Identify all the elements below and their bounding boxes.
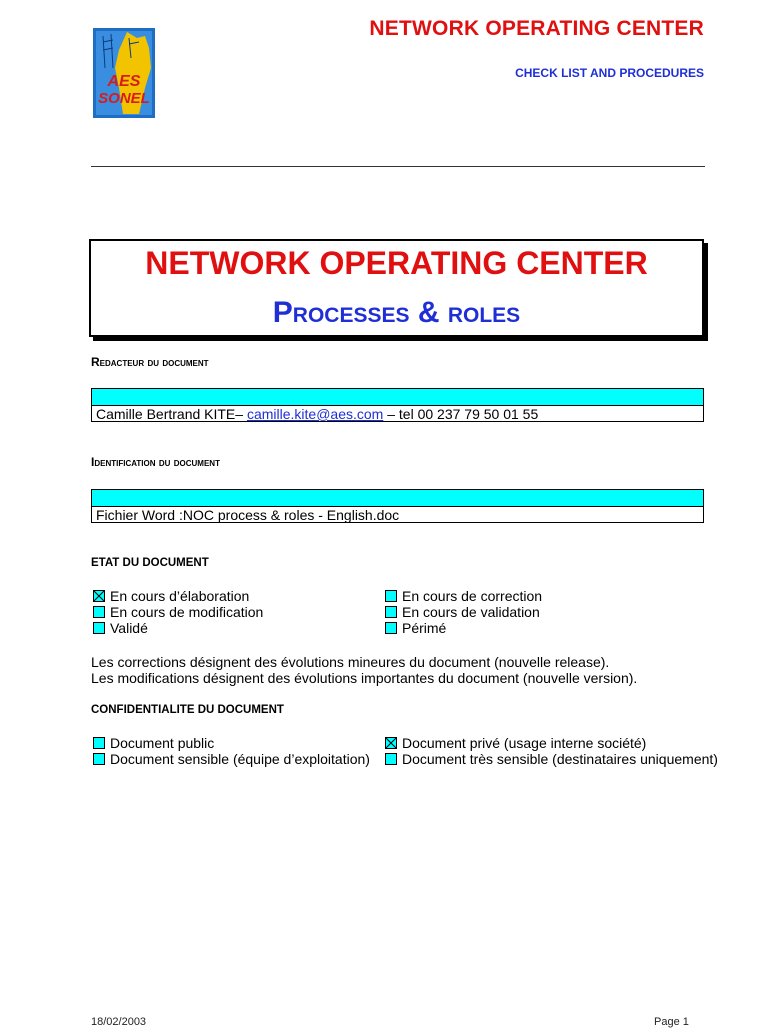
identification-row: Fichier Word :NOC process & roles - English.doc	[91, 507, 704, 523]
checked-checkbox[interactable]	[385, 737, 397, 749]
etat-option[interactable]	[385, 588, 542, 604]
identification-heading: Identification du document	[91, 455, 220, 469]
confidentialite-option-label: Document public	[110, 735, 215, 751]
etat-notes	[91, 654, 731, 686]
author-name: Camille Bertrand KITE–	[96, 406, 244, 422]
redacteur-table-header	[91, 388, 704, 406]
check-x-icon	[94, 591, 104, 601]
etat-option[interactable]	[93, 620, 263, 636]
redacteur-table	[91, 388, 704, 422]
checkbox[interactable]	[385, 590, 397, 602]
checkbox[interactable]	[385, 753, 397, 765]
checkbox[interactable]	[93, 606, 105, 618]
confidentialite-option-label: Document très sensible (destinataires uniquement)	[402, 751, 718, 767]
document-subtitle: Processes & roles	[272, 296, 521, 329]
confidentialite-heading: CONFIDENTIALITE DU DOCUMENT	[91, 704, 284, 716]
etat-option[interactable]	[93, 604, 263, 620]
document-title: NETWORK OPERATING CENTER	[145, 245, 648, 281]
svg-text:AES: AES	[107, 73, 141, 90]
confidentialite-option-label: Document privé (usage interne société)	[402, 735, 647, 751]
header-divider	[91, 166, 705, 167]
title-box	[89, 239, 704, 337]
etat-option-label: Périmé	[402, 620, 447, 636]
checkbox[interactable]	[93, 622, 105, 634]
redacteur-heading: Redacteur du document	[91, 355, 209, 369]
identification-table	[91, 489, 704, 523]
etat-option-label: En cours de correction	[402, 588, 543, 604]
redacteur-row	[91, 406, 704, 422]
author-email-link[interactable]: camille.kite@aes.com	[246, 406, 384, 422]
etat-option-label: En cours de validation	[402, 604, 540, 620]
confidentialite-option[interactable]	[385, 735, 718, 751]
confidentialite-option[interactable]	[385, 751, 718, 767]
confidentialite-left-column	[93, 735, 370, 767]
check-x-icon	[386, 738, 396, 748]
etat-left-column	[93, 588, 263, 636]
etat-option[interactable]	[385, 604, 542, 620]
checkbox[interactable]	[385, 606, 397, 618]
etat-option-label: En cours d’élaboration	[110, 588, 250, 604]
header-subtitle: CHECK LIST AND PROCEDURES	[515, 66, 704, 80]
checkbox[interactable]	[93, 753, 105, 765]
checkbox[interactable]	[93, 737, 105, 749]
confidentialite-right-column	[385, 735, 718, 767]
svg-text:SONEL: SONEL	[98, 90, 150, 107]
checkbox[interactable]	[385, 622, 397, 634]
author-phone: – tel 00 237 79 50 01 55	[387, 406, 539, 422]
etat-right-column	[385, 588, 542, 636]
header-title: NETWORK OPERATING CENTER	[369, 17, 704, 40]
confidentialite-option-label: Document sensible (équipe d’exploitation)	[110, 751, 370, 767]
etat-option-label: Validé	[110, 620, 148, 636]
note-corrections: Les corrections désignent des évolutions mineures du document (nouvelle release).	[91, 654, 610, 670]
note-modifications: Les modifications désignent des évolutions importantes du document (nouvelle version).	[91, 670, 638, 686]
identification-table-header	[91, 489, 704, 507]
etat-option[interactable]	[385, 620, 542, 636]
checked-checkbox[interactable]	[93, 590, 105, 602]
footer-page: Page 1	[654, 1016, 689, 1028]
etat-option[interactable]	[93, 588, 263, 604]
etat-option-label: En cours de modification	[110, 604, 264, 620]
aes-sonel-logo	[93, 28, 155, 118]
confidentialite-option[interactable]	[93, 751, 370, 767]
confidentialite-option[interactable]	[93, 735, 370, 751]
footer-date: 18/02/2003	[91, 1016, 147, 1028]
etat-heading: ETAT DU DOCUMENT	[91, 557, 209, 569]
